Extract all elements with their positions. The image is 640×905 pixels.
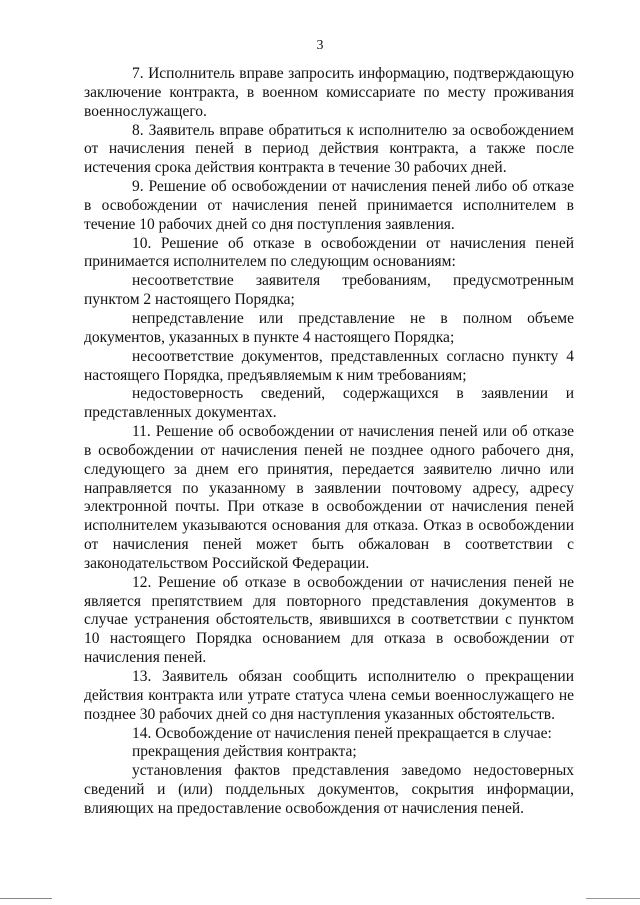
paragraph-12: 12. Решение об отказе в освобождении от начисления пеней не является препятствием для повторного представления документов в случае устранения обстоятельств, явившихся в соответствии с пунктом 10 настоящего Порядка основанием для отказа в освобождении от начисления пеней. — [84, 573, 574, 667]
scan-edge-mark-right — [586, 898, 640, 899]
paragraph-14-item-1: прекращения действия контракта; — [132, 743, 357, 761]
paragraph-10-item-1: несоответствие заявителя требованиям, предусмотренным пунктом 2 настоящего Порядка; — [84, 272, 574, 309]
scan-edge-mark-left — [0, 898, 52, 899]
paragraph-9: 9. Решение об освобождении от начисления пеней либо об отказе в освобождении от начисления пеней принимается исполнителем в течение 10 рабочих дней со дня поступления заявления. — [84, 178, 574, 233]
paragraph-10-item-4: недостоверность сведений, содержащихся в заявлении и представленных документах. — [84, 385, 574, 422]
document-body — [84, 65, 574, 819]
paragraph-14-item-2: установления фактов представления заведомо недостоверных сведений и (или) поддельных документов, сокрытия информации, влияющих на предоставление освобождения от начисления пеней. — [84, 762, 574, 817]
paragraph-14: 14. Освобождение от начисления пеней прекращается в случае: — [132, 724, 552, 742]
paragraph-10-item-3: несоответствие документов, представленных согласно пункту 4 настоящего Порядка, предъявляемым к ним требованиям; — [84, 347, 574, 384]
paragraph-10-item-2: непредставление или представление не в полном объеме документов, указанных в пункте 4 настоящего Порядка; — [84, 309, 574, 346]
paragraph-11: 11. Решение об освобождении от начисления пеней или об отказе в освобождении от начисления пеней не позднее одного рабочего дня, следующего за днем его принятия, передается заявителю лично или направляется по указанному в заявлении почтовому адресу, адресу электронной почты. При отказе в освобождении от начисления пеней исполнителем указываются основания для отказа. Отказ в освобождении от начисления пеней может быть обжалован в соответствии с законодательством Российской Федерации. — [84, 423, 574, 572]
paragraph-13: 13. Заявитель обязан сообщить исполнителю о прекращении действия контракта или утрате статуса члена семьи военнослужащего не позднее 30 рабочих дней со дня наступления указанных обстоятельств. — [84, 668, 574, 723]
paragraph-10: 10. Решение об отказе в освобождении от начисления пеней принимается исполнителем по следующим основаниям: — [84, 234, 574, 271]
page-number: 3 — [316, 38, 324, 53]
paragraph-7: 7. Исполнитель вправе запросить информацию, подтверждающую заключение контракта, в военном комиссариате по месту проживания военнослужащего. — [84, 65, 574, 120]
paragraph-8: 8. Заявитель вправе обратиться к исполнителю за освобождением от начисления пеней в период действия контракта, а также после истечения срока действия контракта в течение 30 рабочих дней. — [84, 121, 574, 177]
